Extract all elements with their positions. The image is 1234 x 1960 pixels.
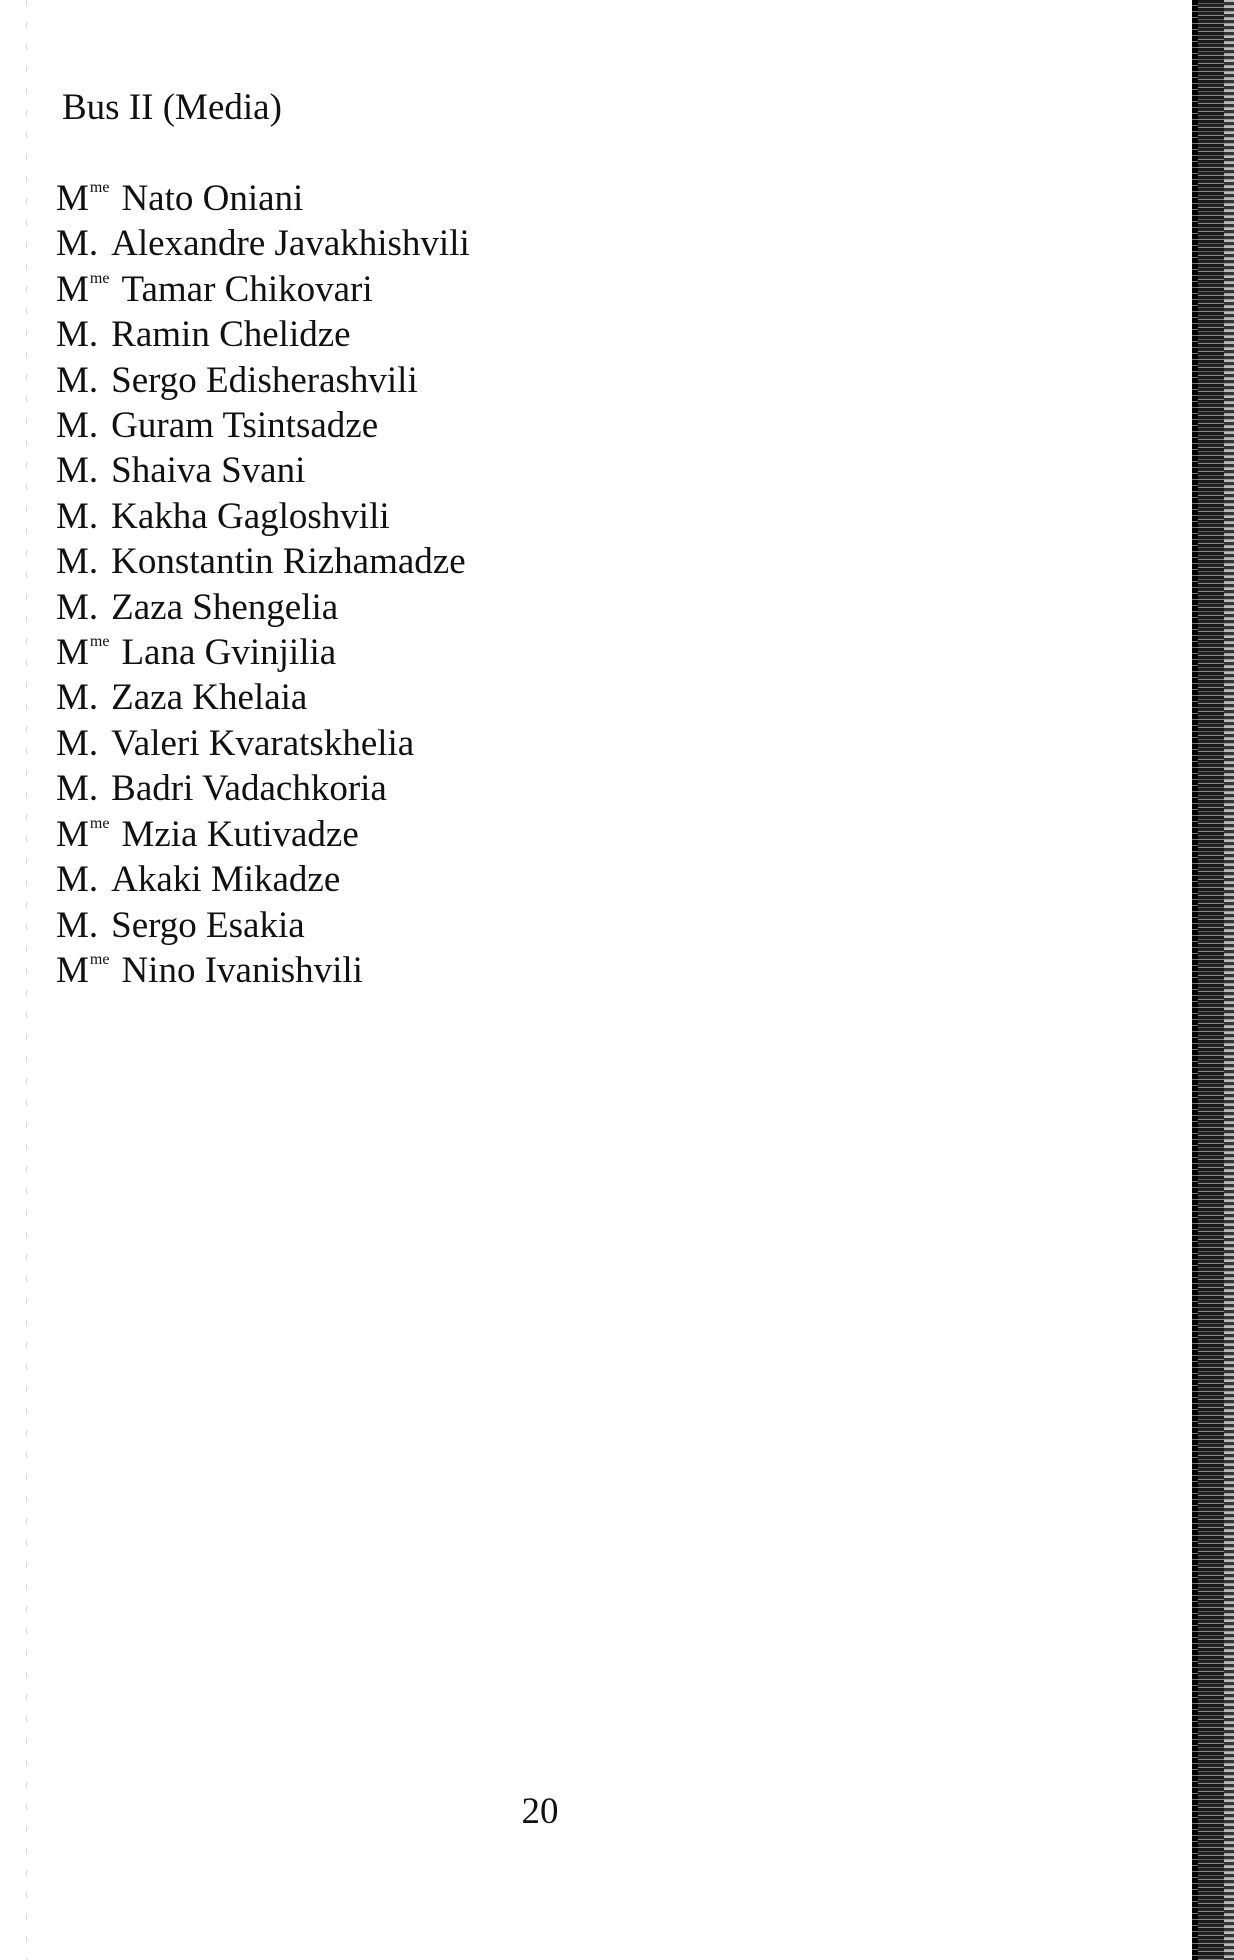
list-item	[56, 267, 470, 312]
honorific: M.	[56, 586, 99, 628]
list-item	[56, 221, 470, 266]
participant-list	[56, 176, 470, 993]
participant-name: Konstantin Rizhamadze	[111, 541, 466, 583]
page-number: 20	[521, 1791, 559, 1832]
honorific: M.	[56, 405, 99, 447]
honorific: M.	[56, 677, 99, 719]
honorific: M.	[56, 722, 99, 764]
scan-binding-edge	[1192, 0, 1234, 1960]
list-item	[56, 630, 470, 675]
section-heading: Bus II (Media)	[62, 87, 282, 128]
list-item	[56, 948, 470, 993]
participant-name: Ramin Chelidze	[111, 314, 351, 356]
participant-name: Zaza Khelaia	[111, 677, 308, 719]
participant-name: Mzia Kutivadze	[121, 813, 359, 855]
list-item	[56, 903, 470, 948]
honorific: M.	[56, 314, 99, 356]
honorific: M.	[56, 495, 99, 537]
participant-name: Sergo Edisherashvili	[111, 359, 418, 401]
participant-name: Kakha Gagloshvili	[111, 495, 390, 537]
list-item	[56, 539, 470, 584]
list-item	[56, 403, 470, 448]
honorific: M.	[56, 859, 99, 901]
participant-name: Shaiva Svani	[111, 450, 306, 492]
scan-left-edge	[26, 0, 27, 1960]
list-item	[56, 176, 470, 221]
list-item	[56, 312, 470, 357]
participant-name: Tamar Chikovari	[121, 268, 373, 310]
honorific: M.	[56, 223, 99, 265]
honorific: $M^{me}$	[56, 813, 110, 855]
list-item	[56, 812, 470, 857]
honorific: M.	[56, 541, 99, 583]
participant-name: Lana Gvinjilia	[121, 632, 337, 674]
participant-name: Zaza Shengelia	[111, 586, 339, 628]
honorific: $M^{me}$	[56, 949, 110, 991]
participant-name: Nino Ivanishvili	[121, 949, 363, 991]
list-item	[56, 585, 470, 630]
honorific: $M^{me}$	[56, 268, 110, 310]
honorific: M.	[56, 768, 99, 810]
honorific: M.	[56, 904, 99, 946]
list-item	[56, 766, 470, 811]
participant-name: Nato Oniani	[121, 178, 304, 219]
honorific: $M^{me}$	[56, 178, 110, 219]
list-item	[56, 675, 470, 720]
participant-name: Akaki Mikadze	[111, 859, 341, 901]
honorific: M.	[56, 450, 99, 492]
honorific: $M^{me}$	[56, 632, 110, 674]
honorific: M.	[56, 359, 99, 401]
list-item	[56, 358, 470, 403]
participant-name: Sergo Esakia	[111, 904, 305, 946]
participant-name: Badri Vadachkoria	[111, 768, 387, 810]
list-item	[56, 857, 470, 902]
list-item	[56, 448, 470, 493]
participant-name: Valeri Kvaratskhelia	[111, 722, 415, 764]
participant-name: Alexandre Javakhishvili	[111, 223, 470, 265]
list-item	[56, 494, 470, 539]
list-item	[56, 721, 470, 766]
participant-name: Guram Tsintsadze	[111, 405, 379, 447]
